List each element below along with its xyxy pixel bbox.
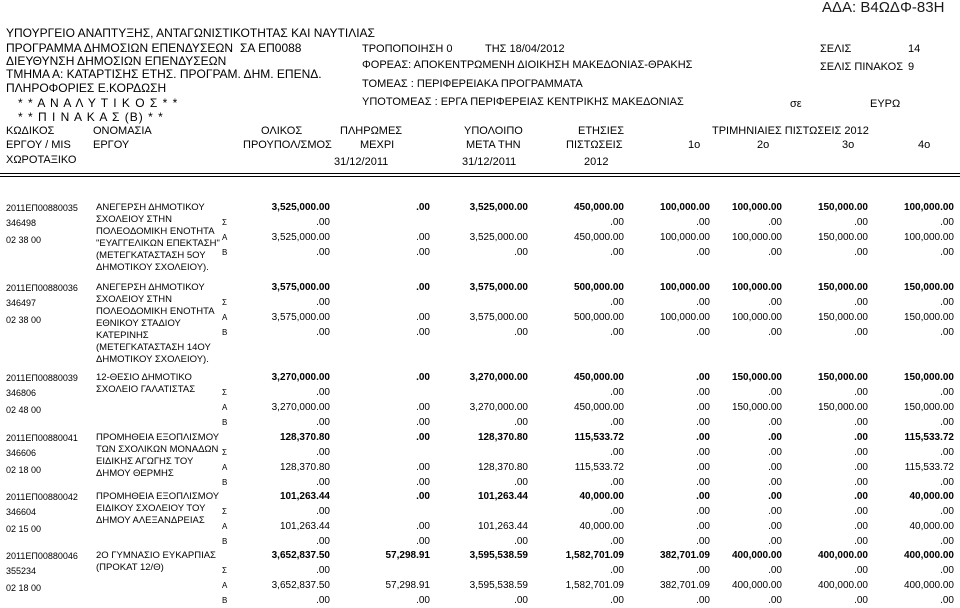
project-description-line: 2Ο ΓΥΜΝΑΣΙΟ ΕΥΚΑΡΠΙΑΣ: [96, 550, 216, 561]
row-type-letter: Σ: [222, 507, 227, 516]
amount-cell: .00: [610, 247, 624, 258]
amount-cell: .00: [316, 536, 330, 547]
amount-cell: 450,000.00: [573, 402, 624, 413]
amount-cell: .00: [416, 491, 430, 502]
amount-cell: .00: [854, 595, 868, 606]
amount-cell: .00: [696, 595, 710, 606]
amount-cell: 3,652,837.50: [271, 550, 330, 561]
amount-cell: 3,270,000.00: [271, 402, 330, 413]
amount-cell: .00: [416, 247, 430, 258]
amount-cell: .00: [696, 565, 710, 576]
col-name-1: ΟΝΟΜΑΣΙΑ: [93, 125, 152, 137]
project-spatial: 02 15 00: [6, 524, 42, 534]
amount-cell: .00: [854, 432, 868, 443]
amount-cell: 128,370.80: [477, 432, 528, 443]
amount-cell: .00: [696, 372, 710, 383]
amount-cell: 100,000.00: [731, 312, 782, 323]
amount-cell: 150,000.00: [903, 402, 954, 413]
amount-cell: .00: [316, 477, 330, 488]
amount-cell: .00: [696, 477, 710, 488]
agency-label: ΦΟΡΕΑΣ: ΑΠΟΚΕΝΤΡΩΜΕΝΗ ΔΙΟΙΚΗΣΗ ΜΑΚΕΔΟΝΙΑΣ-ΘΡΑΚΗΣ: [362, 59, 693, 71]
project-description-line: ΚΑΤΕΡΙΝΗΣ: [96, 330, 149, 341]
amount-cell: 400,000.00: [731, 580, 782, 591]
amount-cell: .00: [696, 217, 710, 228]
amount-cell: .00: [316, 506, 330, 517]
project-code: 2011ΕΠ00880036: [6, 283, 78, 293]
amount-cell: 3,270,000.00: [469, 402, 528, 413]
amount-cell: 100,000.00: [731, 232, 782, 243]
ministry-title: ΥΠΟΥΡΓΕΙΟ ΑΝΑΠΤΥΞΗΣ, ΑΝΤΑΓΩΝΙΣΤΙΚΟΤΗΤΑΣ ΚΑΙ ΝΑΥΤΙΛΙΑΣ: [6, 26, 375, 40]
row-type-letter: Σ: [222, 218, 227, 227]
amount-cell: .00: [416, 232, 430, 243]
col-paid-2: ΜΕΧΡΙ: [360, 139, 395, 151]
amount-cell: .00: [854, 565, 868, 576]
amount-cell: 3,525,000.00: [469, 232, 528, 243]
amount-cell: .00: [768, 297, 782, 308]
amount-cell: 128,370.80: [477, 462, 528, 473]
amount-cell: 57,298.91: [385, 580, 430, 591]
amount-cell: 100,000.00: [731, 282, 782, 293]
project-spatial: 02 18 00: [6, 465, 42, 475]
amount-cell: 128,370.80: [279, 432, 330, 443]
project-description-line: 12-ΘΕΣΙΟ ΔΗΜΟΤΙΚΟ: [96, 372, 192, 383]
amount-cell: .00: [316, 447, 330, 458]
project-code: 2011ΕΠ00880042: [6, 492, 78, 502]
amount-cell: .00: [940, 217, 954, 228]
amount-cell: .00: [610, 595, 624, 606]
amount-cell: .00: [696, 506, 710, 517]
project-code: 2011ΕΠ00880041: [6, 433, 78, 443]
project-description-line: (ΜΕΤΕΓΚΑΤΑΣΤΑΣΗ 5ΟΥ: [96, 250, 206, 261]
amount-cell: 100,000.00: [903, 202, 954, 213]
project-mis: 346604: [6, 507, 37, 517]
amount-cell: .00: [854, 417, 868, 428]
amount-cell: 382,701.09: [659, 580, 710, 591]
page-number: 14: [908, 43, 921, 55]
amount-cell: .00: [854, 521, 868, 532]
amount-cell: 450,000.00: [573, 202, 624, 213]
amount-cell: .00: [610, 506, 624, 517]
col-paid-1: ΠΛΗΡΩΜΕΣ: [340, 125, 403, 137]
document-date: ΤΗΣ 18/04/2012: [485, 43, 565, 55]
amount-cell: 150,000.00: [817, 312, 868, 323]
project-description-line: ΣΧΟΛΕΙΟΥ ΣΤΗΝ: [96, 294, 173, 305]
amount-cell: .00: [514, 477, 528, 488]
amount-cell: .00: [610, 387, 624, 398]
amount-cell: .00: [610, 217, 624, 228]
project-description-line: ΤΩΝ ΣΧΟΛΙΚΩΝ ΜΟΝΑΔΩΝ: [96, 444, 219, 455]
amount-cell: .00: [696, 247, 710, 258]
amount-cell: 150,000.00: [817, 202, 868, 213]
project-description-line: ΕΙΔΙΚΟΥ ΣΧΟΛΕΙΟΥ ΤΟΥ: [96, 503, 206, 514]
amount-cell: 150,000.00: [817, 372, 868, 383]
project-description-line: (ΠΡΟΚΑΤ 12/Θ): [96, 562, 164, 573]
amount-cell: 100,000.00: [659, 202, 710, 213]
amount-cell: .00: [316, 565, 330, 576]
directorate-title: ΔΙΕΥΘΥΝΣΗ ΔΗΜΟΣΙΩΝ ΕΠΕΝΔΥΣΕΩΝ: [6, 54, 227, 68]
project-spatial: 02 38 00: [6, 235, 42, 245]
amount-cell: .00: [610, 447, 624, 458]
amount-cell: 382,701.09: [659, 550, 710, 561]
amount-cell: .00: [610, 327, 624, 338]
amount-cell: .00: [768, 447, 782, 458]
amount-cell: 100,000.00: [731, 202, 782, 213]
row-type-letter: Α: [222, 522, 228, 531]
amount-cell: .00: [514, 247, 528, 258]
amount-cell: 128,370.80: [279, 462, 330, 473]
project-description-line: ΣΧΟΛΕΙΟΥ ΣΤΗΝ: [96, 214, 173, 225]
project-description-line: ΠΟΛΕΟΔΟΜΙΚΗ ΕΝΟΤΗΤΑ: [96, 226, 215, 237]
project-description-line: ΠΡΟΜΗΘΕΙΑ ΕΞΟΠΛΙΣΜΟΥ: [96, 432, 220, 443]
amount-cell: 400,000.00: [731, 550, 782, 561]
sector-label: ΤΟΜΕΑΣ : ΠΕΡΙΦΕΡΕΙΑΚΑ ΠΡΟΓΡΑΜΜΑΤΑ: [362, 78, 583, 90]
col-code-2: ΕΡΓΟΥ / MIS: [6, 139, 71, 151]
amount-cell: 115,533.72: [904, 462, 954, 473]
row-type-letter: Α: [222, 463, 228, 472]
amount-cell: 115,533.72: [904, 432, 954, 443]
amount-cell: .00: [940, 447, 954, 458]
amount-cell: .00: [854, 462, 868, 473]
amount-cell: .00: [768, 565, 782, 576]
table-page-number: 9: [908, 61, 915, 73]
amount-cell: .00: [610, 477, 624, 488]
amount-cell: 150,000.00: [731, 402, 782, 413]
amount-cell: .00: [696, 521, 710, 532]
amount-cell: .00: [768, 247, 782, 258]
project-spatial: 02 48 00: [6, 405, 42, 415]
amount-cell: .00: [940, 247, 954, 258]
currency-label: ΕΥΡΩ: [870, 98, 901, 110]
amount-cell: .00: [416, 536, 430, 547]
amount-cell: 3,575,000.00: [469, 312, 528, 323]
amount-cell: 100,000.00: [659, 282, 710, 293]
amount-cell: 3,270,000.00: [271, 372, 330, 383]
project-mis: 346498: [6, 218, 37, 228]
row-type-letter: Β: [222, 478, 228, 487]
amount-cell: .00: [696, 432, 710, 443]
row-type-letter: Β: [222, 248, 228, 257]
amount-cell: .00: [416, 312, 430, 323]
amount-cell: 1,582,701.09: [565, 580, 624, 591]
amount-cell: .00: [696, 387, 710, 398]
amount-cell: .00: [610, 297, 624, 308]
col-total-1: ΟΛΙΚΟΣ: [261, 125, 303, 137]
project-code: 2011ΕΠ00880035: [6, 203, 78, 213]
amount-cell: 150,000.00: [903, 282, 954, 293]
sa-code: ΣΑ ΕΠ0088: [240, 41, 302, 55]
amount-cell: 3,575,000.00: [469, 282, 528, 293]
amount-cell: .00: [768, 595, 782, 606]
row-type-letter: Σ: [222, 566, 227, 575]
col-q3: 3ο: [842, 139, 855, 151]
project-mis: 346497: [6, 298, 37, 308]
amount-cell: .00: [416, 417, 430, 428]
amount-cell: .00: [416, 327, 430, 338]
row-type-letter: Α: [222, 403, 228, 412]
project-description-line: ΔΗΜΟΤΙΚΟΥ ΣΧΟΛΕΙΟΥ).: [96, 354, 209, 365]
amount-cell: .00: [768, 491, 782, 502]
amount-cell: .00: [940, 417, 954, 428]
col-annual-3: 2012: [584, 156, 609, 168]
project-description-line: ΠΟΛΕΟΔΟΜΙΚΗ ΕΝΟΤΗΤΑ: [96, 306, 215, 317]
amount-cell: 115,533.72: [574, 432, 624, 443]
amount-cell: .00: [854, 477, 868, 488]
amount-cell: 150,000.00: [817, 282, 868, 293]
amount-cell: 115,533.72: [574, 462, 624, 473]
col-quarterly: ΤΡΙΜΗΝΙΑΙΕΣ ΠΙΣΤΩΣΕΙΣ 2012: [712, 125, 869, 137]
col-q2: 2ο: [757, 139, 770, 151]
amount-cell: 450,000.00: [573, 372, 624, 383]
amount-cell: 100,000.00: [659, 232, 710, 243]
project-description-line: ΔΗΜΟΥ ΑΛΕΞΑΝΔΡΕΙΑΣ: [96, 515, 205, 526]
programme-title: ΠΡΟΓΡΑΜΜΑ ΔΗΜΟΣΙΩΝ ΕΠΕΝΔΥΣΕΩΝ: [6, 41, 233, 55]
amount-cell: .00: [696, 402, 710, 413]
amount-cell: 1,582,701.09: [565, 550, 624, 561]
amount-cell: .00: [940, 536, 954, 547]
amount-cell: 100,000.00: [659, 312, 710, 323]
row-type-letter: Α: [222, 233, 228, 242]
amount-cell: .00: [768, 387, 782, 398]
project-code: 2011ΕΠ00880039: [6, 373, 78, 383]
amount-cell: .00: [768, 462, 782, 473]
amount-cell: .00: [416, 432, 430, 443]
amount-cell: 101,263.44: [477, 491, 528, 502]
amount-cell: 400,000.00: [817, 550, 868, 561]
amount-cell: .00: [316, 417, 330, 428]
amount-cell: .00: [940, 595, 954, 606]
amount-cell: .00: [610, 417, 624, 428]
row-type-letter: Α: [222, 581, 228, 590]
amount-cell: 500,000.00: [573, 312, 624, 323]
project-description-line: ΕΙΔΙΚΗΣ ΑΓΩΓΗΣ ΤΟΥ: [96, 456, 194, 467]
amount-cell: .00: [316, 247, 330, 258]
amount-cell: .00: [514, 595, 528, 606]
row-type-letter: Σ: [222, 388, 227, 397]
amount-cell: .00: [854, 387, 868, 398]
info-contact: ΠΛΗΡΟΦΟΡΙΕΣ Ε.ΚΟΡΔΩΣΗ: [6, 81, 167, 95]
amount-cell: .00: [696, 327, 710, 338]
amount-cell: 150,000.00: [903, 312, 954, 323]
project-mis: 355234: [6, 566, 37, 576]
amount-cell: .00: [768, 506, 782, 517]
subsector-label: ΥΠΟΤΟΜΕΑΣ : ΕΡΓΑ ΠΕΡΙΦΕΡΕΙΑΣ ΚΕΝΤΡΙΚΗΣ ΜΑΚΕΔΟΝΙΑΣ: [362, 96, 684, 108]
amount-cell: 400,000.00: [817, 580, 868, 591]
col-name-2: ΕΡΓΟΥ: [93, 139, 130, 151]
amount-cell: .00: [940, 297, 954, 308]
amount-cell: 450,000.00: [573, 232, 624, 243]
ada-number: ΑΔΑ: Β4ΩΔΦ-83Η: [822, 0, 945, 16]
amount-cell: 150,000.00: [817, 232, 868, 243]
header-rule-top: [0, 173, 960, 174]
amount-cell: .00: [940, 477, 954, 488]
amount-cell: .00: [316, 297, 330, 308]
amount-cell: .00: [768, 327, 782, 338]
project-spatial: 02 18 00: [6, 583, 42, 593]
amount-cell: 3,595,538.59: [469, 580, 528, 591]
amount-cell: 400,000.00: [903, 580, 954, 591]
amount-cell: 101,263.44: [279, 521, 330, 532]
project-description-line: ΔΗΜΟΤΙΚΟΥ ΣΧΟΛΕΙΟΥ).: [96, 262, 209, 273]
page-label: ΣΕΛΙΣ: [820, 43, 852, 55]
row-type-letter: Β: [222, 537, 228, 546]
project-description-line: "ΕΥΑΓΓΕΛΙΚΩΝ ΕΠΕΚΤΑΣΗ": [96, 238, 220, 249]
amount-cell: 400,000.00: [903, 550, 954, 561]
amount-cell: 150,000.00: [903, 372, 954, 383]
project-description-line: ΣΧΟΛΕΙΟ ΓΑΛΑΤΙΣΤΑΣ: [96, 384, 196, 395]
amount-cell: .00: [416, 282, 430, 293]
amount-cell: .00: [416, 202, 430, 213]
col-rest-1: ΥΠΟΛΟΙΠΟ: [464, 125, 523, 137]
amount-cell: 3,270,000.00: [469, 372, 528, 383]
row-type-letter: Σ: [222, 448, 227, 457]
amount-cell: 57,298.91: [385, 550, 430, 561]
amount-cell: .00: [696, 447, 710, 458]
project-mis: 346806: [6, 388, 37, 398]
col-q4: 4ο: [918, 139, 931, 151]
amount-cell: .00: [416, 462, 430, 473]
amount-cell: .00: [768, 477, 782, 488]
amount-cell: .00: [316, 595, 330, 606]
amount-cell: .00: [416, 477, 430, 488]
col-code-3: ΧΩΡΟΤΑΞΙΚΟ: [6, 154, 77, 166]
amount-cell: 150,000.00: [817, 402, 868, 413]
amount-cell: 3,652,837.50: [271, 580, 330, 591]
col-code-1: ΚΩΔΙΚΟΣ: [6, 125, 55, 137]
project-description-line: ΕΘΝΙΚΟΥ ΣΤΑΔΙΟΥ: [96, 318, 181, 329]
amount-cell: 101,263.44: [477, 521, 528, 532]
project-description-line: ΠΡΟΜΗΘΕΙΑ ΕΞΟΠΛΙΣΜΟΥ: [96, 491, 220, 502]
header-rule-bottom: [0, 176, 960, 177]
amount-cell: .00: [854, 447, 868, 458]
row-type-letter: Β: [222, 418, 228, 427]
col-rest-3: 31/12/2011: [462, 156, 517, 168]
amount-cell: 3,575,000.00: [271, 282, 330, 293]
amount-cell: 3,525,000.00: [469, 202, 528, 213]
project-description-line: (ΜΕΤΕΓΚΑΤΑΣΤΑΣΗ 14ΟΥ: [96, 342, 211, 353]
amount-cell: 101,263.44: [279, 491, 330, 502]
tables-label: * * Π Ι Ν Α Κ Α Σ (Β) * *: [18, 110, 164, 124]
amount-cell: .00: [854, 536, 868, 547]
amount-cell: .00: [610, 536, 624, 547]
in-label: σε: [790, 98, 802, 110]
amount-cell: .00: [416, 372, 430, 383]
project-mis: 346606: [6, 448, 37, 458]
amount-cell: .00: [696, 297, 710, 308]
amount-cell: 3,525,000.00: [271, 202, 330, 213]
amount-cell: .00: [768, 217, 782, 228]
amount-cell: .00: [696, 417, 710, 428]
table-page-label: ΣΕΛΙΣ ΠΙΝΑΚΟΣ: [820, 61, 904, 73]
amount-cell: .00: [416, 595, 430, 606]
amount-cell: .00: [316, 217, 330, 228]
amount-cell: 40,000.00: [909, 491, 954, 502]
project-code: 2011ΕΠ00880046: [6, 551, 78, 561]
amount-cell: .00: [854, 491, 868, 502]
col-annual-2: ΠΙΣΤΩΣΕΙΣ: [566, 139, 623, 151]
col-rest-2: ΜΕΤΑ ΤΗΝ: [466, 139, 521, 151]
analysis-label: * * Α Ν Α Λ Υ Τ Ι Κ Ο Σ * *: [18, 96, 179, 110]
amount-cell: 100,000.00: [903, 232, 954, 243]
amount-cell: 150,000.00: [731, 372, 782, 383]
row-type-letter: Β: [222, 328, 228, 337]
amount-cell: .00: [316, 387, 330, 398]
project-description-line: ΔΗΜΟΥ ΘΕΡΜΗΣ: [96, 468, 174, 479]
col-annual-1: ΕΤΗΣΙΕΣ: [578, 125, 624, 137]
amount-cell: .00: [416, 521, 430, 532]
project-description-line: ΑΝΕΓΕΡΣΗ ΔΗΜΟΤΙΚΟΥ: [96, 282, 205, 293]
amount-cell: .00: [416, 402, 430, 413]
amount-cell: .00: [316, 327, 330, 338]
amount-cell: .00: [940, 565, 954, 576]
amount-cell: .00: [854, 297, 868, 308]
amount-cell: 40,000.00: [909, 521, 954, 532]
amount-cell: .00: [610, 565, 624, 576]
amount-cell: .00: [696, 491, 710, 502]
amount-cell: .00: [696, 536, 710, 547]
department-title: ΤΜΗΜΑ Α: ΚΑΤΑΡΤΙΣΗΣ ΕΤΗΣ. ΠΡΟΓΡΑΜ. ΔΗΜ. ΕΠΕΝΔ.: [6, 67, 322, 81]
amount-cell: .00: [514, 417, 528, 428]
amount-cell: .00: [514, 327, 528, 338]
amount-cell: .00: [768, 536, 782, 547]
modification-label: ΤΡΟΠΟΠΟΙΗΣΗ 0: [362, 43, 453, 55]
amount-cell: .00: [940, 506, 954, 517]
col-total-2: ΠΡΟΥΠΟΛ/ΣΜΟΣ: [243, 139, 332, 151]
amount-cell: .00: [768, 417, 782, 428]
col-paid-3: 31/12/2011: [334, 156, 389, 168]
amount-cell: .00: [768, 521, 782, 532]
amount-cell: 3,575,000.00: [271, 312, 330, 323]
amount-cell: 40,000.00: [579, 491, 624, 502]
amount-cell: .00: [514, 536, 528, 547]
amount-cell: 3,595,538.59: [469, 550, 528, 561]
project-description-line: ΑΝΕΓΕΡΣΗ ΔΗΜΟΤΙΚΟΥ: [96, 202, 205, 213]
amount-cell: .00: [854, 217, 868, 228]
amount-cell: 40,000.00: [579, 521, 624, 532]
amount-cell: 3,525,000.00: [271, 232, 330, 243]
amount-cell: .00: [854, 506, 868, 517]
row-type-letter: Α: [222, 313, 228, 322]
amount-cell: .00: [854, 327, 868, 338]
project-spatial: 02 38 00: [6, 315, 42, 325]
row-type-letter: Σ: [222, 298, 227, 307]
amount-cell: 500,000.00: [573, 282, 624, 293]
row-type-letter: Β: [222, 596, 228, 605]
amount-cell: .00: [940, 387, 954, 398]
amount-cell: .00: [940, 327, 954, 338]
amount-cell: .00: [768, 432, 782, 443]
amount-cell: .00: [854, 247, 868, 258]
col-q1: 1ο: [688, 139, 701, 151]
amount-cell: .00: [696, 462, 710, 473]
